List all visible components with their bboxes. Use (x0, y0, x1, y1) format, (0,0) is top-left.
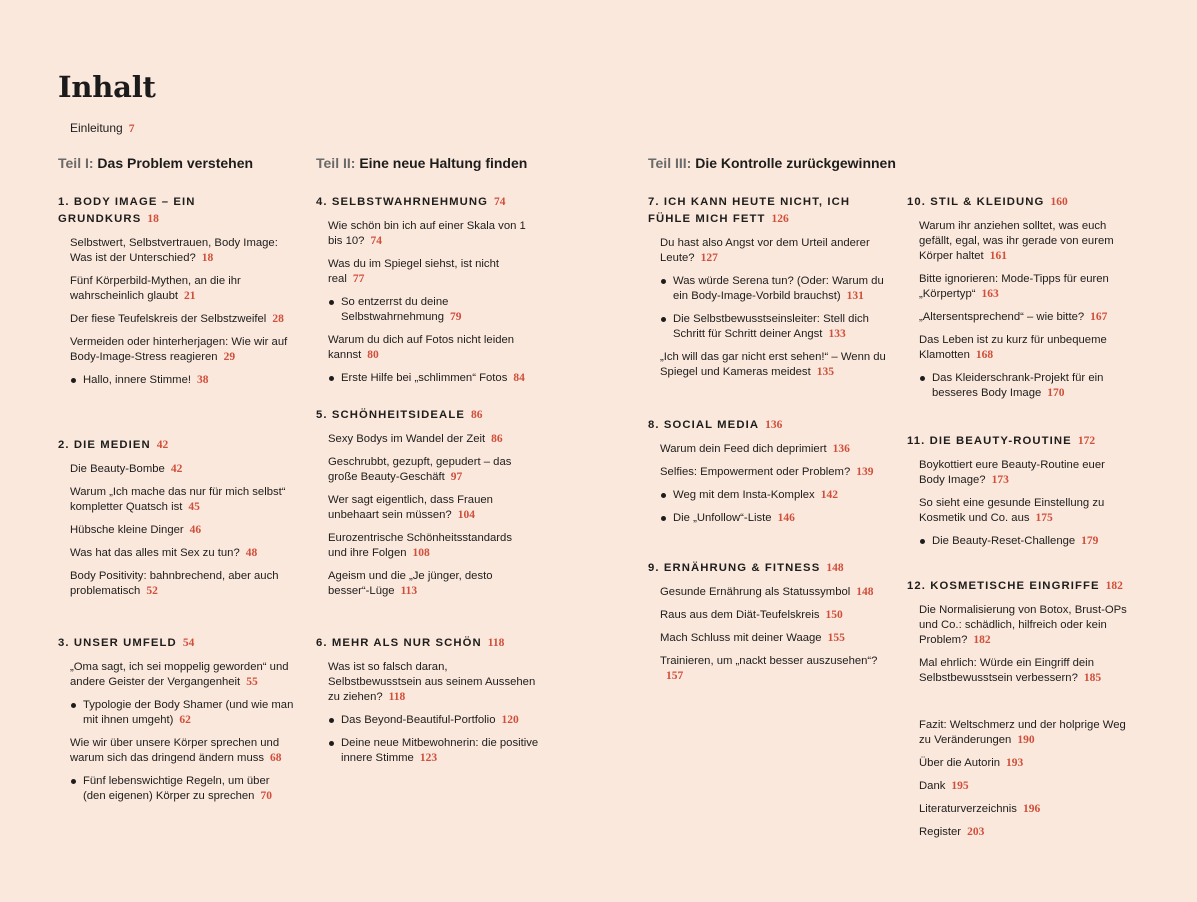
chapter-heading (907, 433, 1132, 450)
entry-label: Warum „Ich mache das nur für mich selbst“ kompletter Quatsch ist (70, 486, 286, 513)
page-number: 77 (352, 273, 365, 285)
entry-label: So entzerrst du deine Selbstwahrnehmung (341, 296, 449, 323)
chapter-title: 8. SOCIAL MEDIA (648, 419, 760, 431)
toc-bullet-entry (328, 713, 541, 728)
page-number: 142 (820, 489, 838, 501)
page-number: 196 (1022, 803, 1041, 815)
page-number: 190 (1017, 734, 1035, 746)
toc-entry (70, 736, 294, 766)
toc-entry (328, 455, 528, 485)
page-number: 42 (156, 439, 169, 451)
entry-label: Das Leben ist zu kurz für unbequeme Klamotten (919, 334, 1107, 361)
chapter-7 (648, 194, 886, 388)
page-number: 38 (197, 374, 209, 386)
toc-bullet-entry (660, 312, 886, 342)
chapter-4 (316, 194, 528, 394)
toc-entry (328, 531, 528, 561)
toc-entry (70, 485, 294, 515)
page-number: 123 (419, 752, 438, 764)
chapter-heading (648, 194, 886, 228)
toc-entry (328, 257, 528, 287)
page-number: 74 (494, 196, 506, 208)
entry-label: Warum dein Feed dich deprimiert (660, 443, 827, 455)
toc-bullet-entry (660, 511, 886, 526)
page-number: 42 (170, 463, 183, 475)
toc-entry (919, 779, 1132, 794)
toc-entry (70, 462, 294, 477)
chapter-title: 6. MEHR ALS NUR SCHÖN (316, 637, 482, 649)
page-number: 139 (856, 466, 874, 478)
toc-entry (70, 274, 294, 304)
chapter-title: 4. SELBSTWAHRNEHMUNG (316, 196, 489, 208)
page-number: 45 (188, 501, 200, 513)
part-heading-2: Teil II: Eine neue Haltung finden (316, 155, 528, 171)
entry-label: Warum du dich auf Fotos nicht leiden kannst (328, 334, 515, 361)
toc-entry (919, 756, 1132, 771)
entry-label: Die „Unfollow“-Liste (673, 512, 772, 524)
toc-entry (70, 660, 294, 690)
page-number: 29 (223, 351, 236, 363)
page-number: 131 (846, 290, 864, 302)
page-number: 18 (147, 213, 159, 225)
chapter-5 (316, 407, 528, 607)
toc-entry (70, 335, 294, 365)
page-number: 80 (367, 349, 379, 361)
page-number: 86 (491, 433, 503, 445)
chapter-title: 9. ERNÄHRUNG & FITNESS (648, 562, 821, 574)
page-number: 108 (412, 547, 430, 559)
toc-entry-intro (70, 121, 134, 135)
entry-label: Über die Autorin (919, 757, 1001, 769)
toc-bullet-entry (328, 371, 528, 386)
toc-entry (919, 310, 1132, 325)
page-number: 167 (1090, 311, 1108, 323)
toc-entry (70, 312, 294, 327)
page-number: 118 (487, 637, 505, 649)
entry-label: Body Positivity: bahnbrechend, aber auch problematisch (70, 570, 279, 597)
toc-entry (919, 656, 1132, 686)
toc-entry (660, 465, 886, 480)
page-number: 136 (832, 443, 850, 455)
entry-label: Sexy Bodys im Wandel der Zeit (328, 433, 486, 445)
entry-label: Was ist so falsch daran, Selbstbewusstsein aus seinem Aussehen zu ziehen? (328, 661, 536, 703)
chapter-heading (648, 560, 886, 577)
toc-entry (919, 802, 1132, 817)
entry-label: Trainieren, um „nackt besser auszusehen“? (660, 655, 878, 667)
toc-entry (919, 219, 1132, 264)
page-number: 70 (260, 790, 272, 802)
toc-bullet-entry (919, 371, 1132, 401)
page-number: 185 (1083, 672, 1102, 684)
toc-entry (919, 603, 1132, 648)
page-number: 79 (450, 311, 462, 323)
entry-label: Du hast also Angst vor dem Urteil anderer Leute? (660, 237, 870, 264)
toc-entry (660, 350, 886, 380)
chapter-title: 2. DIE MEDIEN (58, 439, 151, 451)
page-number: 113 (400, 585, 418, 597)
chapter-heading (58, 194, 294, 228)
entry-label: Ageism und die „Je jünger, desto besser“-Lüge (328, 570, 493, 597)
toc-entry (660, 631, 886, 646)
chapter-heading (316, 194, 528, 211)
entry-label: Gesunde Ernährung als Statussymbol (660, 586, 851, 598)
entry-label: Weg mit dem Insta-Komplex (673, 489, 815, 501)
entry-label: Das Kleiderschrank-Projekt für ein besseres Body Image (932, 372, 1104, 399)
entry-label: Hallo, innere Stimme! (83, 374, 191, 386)
page-number: 193 (1006, 757, 1024, 769)
entry-label: Register (919, 826, 962, 838)
entry-label: Das Beyond-Beautiful-Portfolio (341, 714, 496, 726)
toc-bullet-entry (70, 698, 294, 728)
entry-label: Bitte ignorieren: Mode-Tipps für euren „Körpertyp“ (919, 273, 1109, 300)
page-number: 7 (128, 123, 135, 135)
entry-label: Erste Hilfe bei „schlimmen“ Fotos (341, 372, 508, 384)
entry-label: Vermeiden oder hinterherjagen: Wie wir auf Body-Image-Stress reagieren (70, 336, 288, 363)
chapter-12 (907, 578, 1132, 694)
entry-label: Typologie der Body Shamer (und wie man mit ihnen umgeht) (83, 699, 294, 726)
chapter-11 (907, 433, 1132, 557)
chapter-title: 11. DIE BEAUTY-ROUTINE (907, 435, 1072, 447)
entry-label: Was du im Spiegel siehst, ist nicht real (328, 258, 499, 285)
entry-label: Die Normalisierung von Botox, Brust-OPs und Co.: schädlich, hilfreich oder kein Problem? (919, 604, 1127, 646)
toc-bullet-entry (328, 736, 541, 766)
entry-label: Dank (919, 780, 946, 792)
page-number: 54 (182, 637, 195, 649)
chapter-title: 10. STIL & KLEIDUNG (907, 196, 1045, 208)
toc-entry (919, 333, 1132, 363)
page-number: 104 (457, 509, 475, 521)
entry-label: Hübsche kleine Dinger (70, 524, 184, 536)
chapter-title: 12. KOSMETISCHE EINGRIFFE (907, 580, 1100, 592)
entry-label: Was würde Serena tun? (Oder: Warum du ein Body-Image-Vorbild brauchst) (673, 275, 884, 302)
chapter-10 (907, 194, 1132, 409)
entry-label: Die Beauty-Reset-Challenge (932, 535, 1076, 547)
page-number: 170 (1047, 387, 1065, 399)
entry-label: Raus aus dem Diät-Teufelskreis (660, 609, 820, 621)
page-number: 136 (765, 419, 783, 431)
entry-label: Fazit: Weltschmerz und der holprige Weg zu Veränderungen (919, 719, 1126, 746)
chapter-1 (58, 194, 294, 396)
page-number: 97 (450, 471, 463, 483)
chapter-heading (907, 194, 1132, 211)
page-number: 74 (370, 235, 382, 247)
page-number: 126 (771, 213, 789, 225)
entry-label: Die Selbstbewusstseinsleiter: Stell dich Schritt für Schritt deiner Angst (673, 313, 869, 340)
entry-label: Selbstwert, Selbstvertrauen, Body Image: Was ist der Unterschied? (70, 237, 278, 264)
page-number: 157 (666, 670, 684, 682)
chapter-3 (58, 635, 294, 812)
page-number: 135 (816, 366, 834, 378)
part-heading-3: Teil III: Die Kontrolle zurückgewinnen (648, 155, 896, 171)
page-number: 155 (827, 632, 845, 644)
page-number: 161 (989, 250, 1007, 262)
page-number: 55 (246, 676, 258, 688)
entry-label: Boykottiert eure Beauty-Routine euer Body Image? (919, 459, 1105, 486)
toc-bullet-entry (70, 373, 294, 388)
page-number: 195 (951, 780, 969, 792)
toc-entry (70, 523, 294, 538)
chapter-8 (648, 417, 886, 534)
page-number: 28 (272, 313, 284, 325)
toc-entry (328, 333, 528, 363)
entry-label: Wie wir über unsere Körper sprechen und warum sich das dringend ändern muss (70, 737, 280, 764)
entry-label: Mach Schluss mit deiner Waage (660, 632, 822, 644)
toc-entry (328, 219, 528, 249)
page-number: 173 (991, 474, 1009, 486)
toc-entry (70, 569, 294, 599)
back-matter (907, 718, 1132, 848)
entry-label: Geschrubbt, gezupft, gepudert – das große Beauty-Geschäft (328, 456, 512, 483)
entry-label: Literaturverzeichnis (919, 803, 1017, 815)
chapter-heading (316, 407, 528, 424)
page-number: 182 (973, 634, 991, 646)
toc-bullet-entry (660, 488, 886, 503)
page-number: 182 (1105, 580, 1123, 592)
entry-label: Fünf Körperbild-Mythen, an die ihr wahrscheinlich glaubt (70, 275, 241, 302)
page-number: 120 (501, 714, 519, 726)
page-title: Inhalt (58, 70, 156, 104)
toc-entry (328, 660, 541, 705)
toc-entry (660, 236, 886, 266)
toc-entry (328, 493, 528, 523)
page-number: 84 (513, 372, 525, 384)
toc-entry (328, 432, 528, 447)
chapter-title: 7. ICH KANN HEUTE NICHT, ICH FÜHLE MICH FETT (648, 196, 851, 225)
page-number: 172 (1077, 435, 1096, 447)
page-number: 118 (388, 691, 406, 703)
entry-label: Warum ihr anziehen solltet, was euch gefällt, egal, was ihr gerade von eurem Körper haltet (919, 220, 1114, 262)
page-number: 52 (146, 585, 158, 597)
toc-entry (660, 608, 886, 623)
toc-entry (660, 654, 886, 684)
toc-entry (660, 442, 886, 457)
page-number: 68 (270, 752, 282, 764)
entry-label: So sieht eine gesunde Einstellung zu Kosmetik und Co. aus (919, 497, 1105, 524)
chapter-heading (316, 635, 541, 652)
page-number: 203 (967, 826, 985, 838)
chapter-heading (907, 578, 1132, 595)
toc-entry (919, 718, 1132, 748)
entry-label: Die Beauty-Bombe (70, 463, 165, 475)
entry-label: Was hat das alles mit Sex zu tun? (70, 547, 240, 559)
toc-entry (660, 585, 886, 600)
chapter-2 (58, 437, 294, 607)
page-number: 148 (856, 586, 874, 598)
chapter-heading (648, 417, 886, 434)
page-number: 127 (700, 252, 718, 264)
toc-bullet-entry (919, 534, 1132, 549)
page-number: 46 (189, 524, 202, 536)
chapter-heading (58, 437, 294, 454)
entry-label: Fünf lebenswichtige Regeln, um über (den eigenen) Körper zu sprechen (83, 775, 270, 802)
toc-bullet-entry (660, 274, 886, 304)
page-number: 179 (1081, 535, 1099, 547)
chapter-title: 5. SCHÖNHEITSIDEALE (316, 409, 465, 421)
page-number: 150 (825, 609, 843, 621)
toc-entry (70, 546, 294, 561)
toc-bullet-entry (70, 774, 294, 804)
page-number: 168 (975, 349, 994, 361)
page-number: 148 (826, 562, 844, 574)
entry-label: Wie schön bin ich auf einer Skala von 1 bis 10? (328, 220, 526, 247)
entry-label: Der fiese Teufelskreis der Selbstzweifel (70, 313, 267, 325)
entry-label: Einleitung (70, 121, 123, 135)
entry-label: Eurozentrische Schönheitsstandards und ihre Folgen (328, 532, 512, 559)
entry-label: „Ich will das gar nicht erst sehen!“ – Wenn du Spiegel und Kameras meidest (660, 351, 886, 378)
toc-entry (328, 569, 528, 599)
chapter-9 (648, 560, 886, 692)
page-number: 160 (1050, 196, 1068, 208)
chapter-6 (316, 635, 541, 774)
page-number: 146 (777, 512, 795, 524)
page-number: 48 (245, 547, 258, 559)
entry-label: Deine neue Mitbewohnerin: die positive innere Stimme (341, 737, 539, 764)
entry-label: Selfies: Empowerment oder Problem? (660, 466, 851, 478)
toc-entry (919, 272, 1132, 302)
page-number: 175 (1035, 512, 1053, 524)
entry-label: Wer sagt eigentlich, dass Frauen unbehaart sein müssen? (328, 494, 493, 521)
page-number: 18 (201, 252, 214, 264)
page-number: 163 (981, 288, 999, 300)
entry-label: „Altersentsprechend“ – wie bitte? (919, 311, 1085, 323)
toc-bullet-entry (328, 295, 528, 325)
part-heading-1: Teil I: Das Problem verstehen (58, 155, 254, 171)
entry-label: Mal ehrlich: Würde ein Eingriff dein Selbstbewusstsein verbessern? (919, 657, 1094, 684)
chapter-title: 1. BODY IMAGE – EIN GRUNDKURS (58, 196, 196, 225)
toc-entry (919, 825, 1132, 840)
entry-label: „Oma sagt, ich sei moppelig geworden“ und andere Geister der Vergangenheit (70, 661, 289, 688)
chapter-heading (58, 635, 294, 652)
page-number: 133 (828, 328, 846, 340)
page-number: 62 (179, 714, 191, 726)
page-number: 86 (470, 409, 483, 421)
chapter-title: 3. UNSER UMFELD (58, 637, 177, 649)
toc-entry (919, 458, 1132, 488)
toc-entry (70, 236, 294, 266)
page-number: 21 (184, 290, 196, 302)
toc-entry (919, 496, 1132, 526)
